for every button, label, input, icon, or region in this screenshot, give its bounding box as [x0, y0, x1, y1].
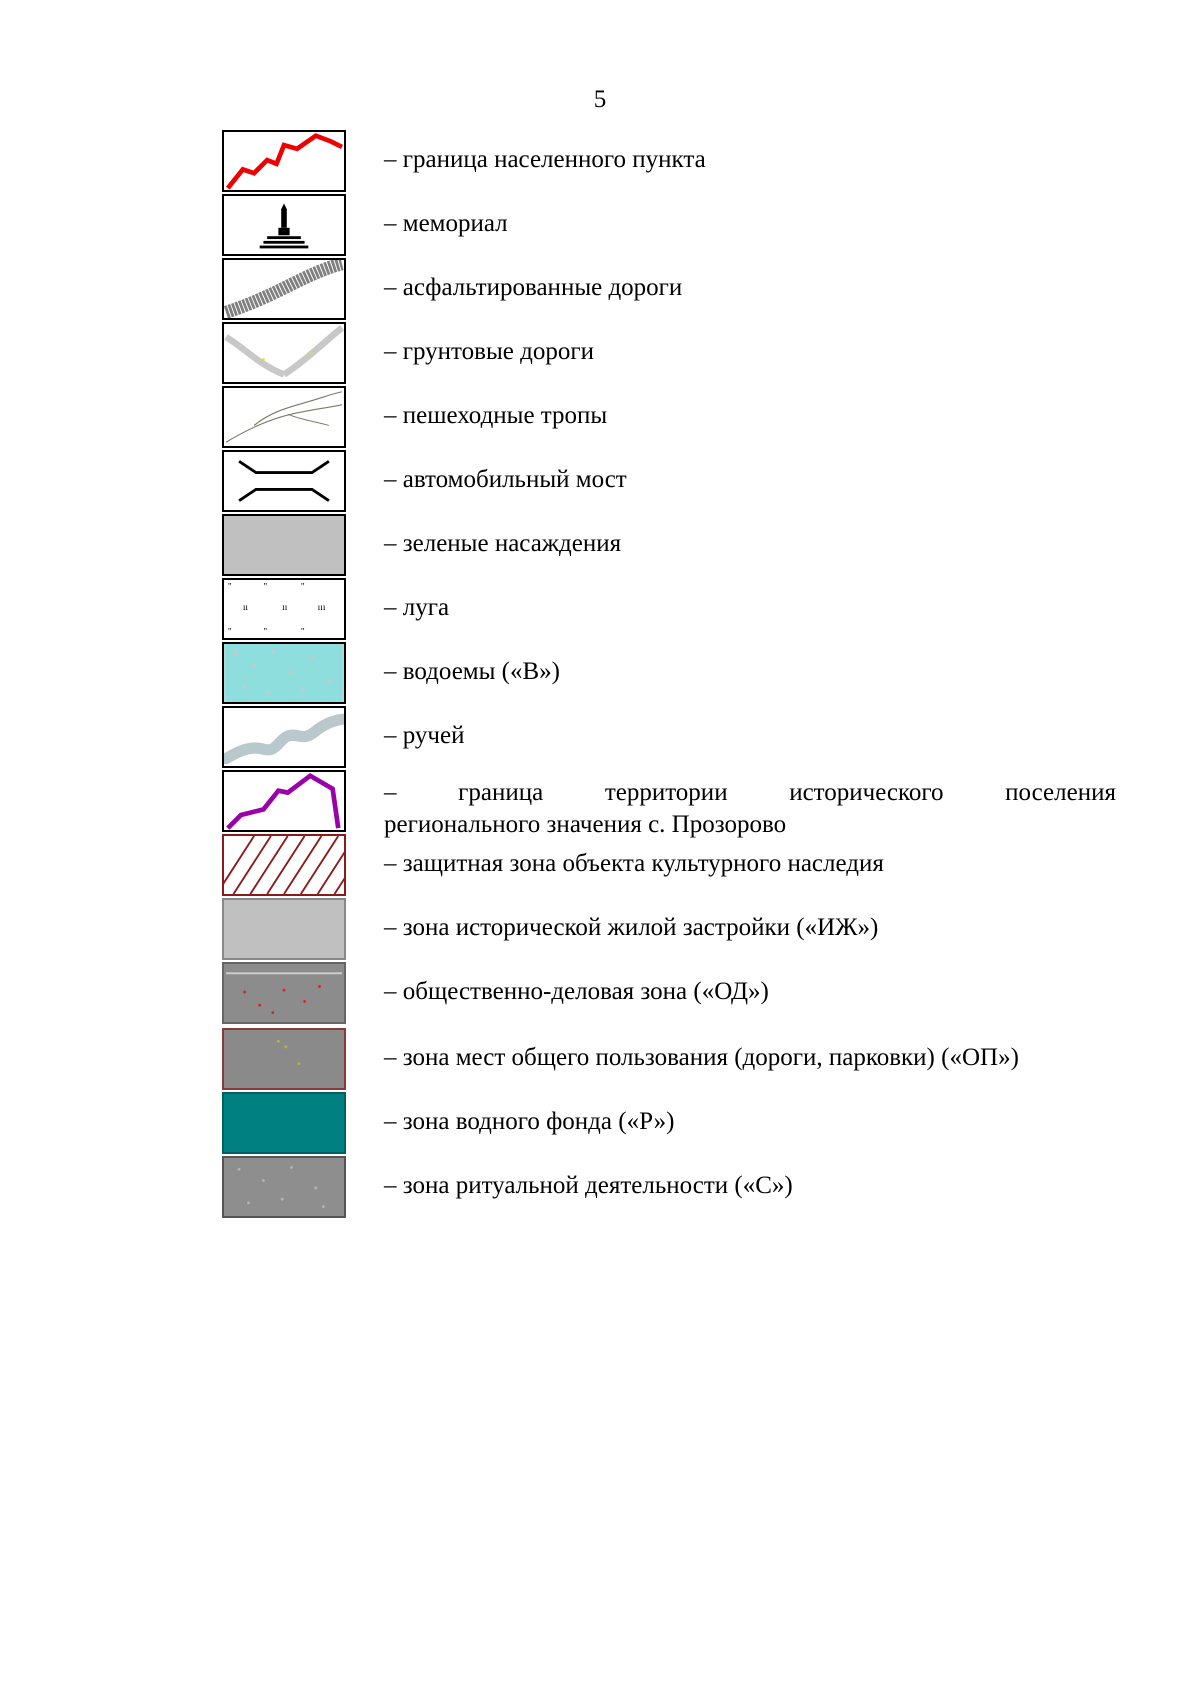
footpath-icon — [222, 386, 346, 448]
historic-settlement-boundary-icon — [222, 770, 346, 832]
public-use-zone-icon — [222, 1028, 346, 1090]
water-bodies-icon — [222, 642, 346, 704]
legend-item — [0, 770, 1200, 838]
legend-item — [0, 450, 1200, 514]
legend-item — [0, 898, 1200, 962]
legend-item — [0, 1028, 1200, 1092]
legend-label: – зона исторической жилой застройки («ИЖ») — [384, 914, 879, 941]
historic-residential-zone-icon — [222, 898, 346, 960]
settlement-boundary-icon — [222, 130, 346, 192]
legend-label: – зона ритуальной деятельности («С») — [384, 1172, 793, 1199]
svg-text:ıı: ıı — [282, 602, 288, 613]
legend-item — [0, 322, 1200, 386]
svg-text:": " — [227, 582, 232, 593]
legend-item — [0, 578, 1200, 642]
legend-item — [0, 130, 1200, 194]
legend-item — [0, 258, 1200, 322]
legend-item — [0, 706, 1200, 770]
svg-text:": " — [263, 582, 268, 593]
legend-label: – грунтовые дороги — [384, 338, 594, 365]
dirt-road-icon — [222, 322, 346, 384]
legend-label: – зона мест общего пользования (дороги, парковки) («ОП») — [384, 1044, 1019, 1071]
legend-label: – защитная зона объекта культурного наследия — [384, 850, 884, 877]
svg-text:ıı: ıı — [242, 602, 249, 613]
legend-item — [0, 834, 1200, 898]
legend-label: – пешеходные тропы — [384, 402, 608, 429]
asphalt-road-icon — [222, 258, 346, 320]
legend-label: – луга — [384, 594, 450, 621]
page-number: 5 — [593, 86, 607, 113]
legend-label: – асфальтированные дороги — [384, 274, 683, 301]
legend-label: – граница населенного пункта — [384, 146, 706, 173]
legend-label: – автомобильный мост — [384, 466, 627, 493]
svg-text:": " — [300, 627, 305, 638]
legend-item — [0, 514, 1200, 578]
heritage-protection-zone-icon — [222, 834, 346, 896]
car-bridge-icon — [222, 450, 346, 512]
stream-icon — [222, 706, 346, 768]
legend-label: – общественно-деловая зона («ОД») — [384, 978, 769, 1005]
legend-item — [0, 1156, 1200, 1220]
legend-label: – водоемы («В») — [384, 658, 560, 685]
svg-text:": " — [227, 627, 232, 638]
public-business-zone-icon — [222, 962, 346, 1024]
ritual-zone-icon — [222, 1156, 346, 1218]
memorial-icon — [222, 194, 346, 256]
legend-item — [0, 194, 1200, 258]
legend-label: – зона водного фонда («Р») — [384, 1108, 675, 1135]
green-plantings-icon — [222, 514, 346, 576]
meadow-icon — [222, 578, 346, 640]
svg-text:": " — [300, 582, 305, 593]
legend-label: – мемориал — [384, 210, 508, 237]
svg-text:ııı: ııı — [317, 602, 326, 613]
legend-item — [0, 1092, 1200, 1156]
legend-label: – ручей — [384, 722, 465, 749]
svg-text:": " — [263, 627, 268, 638]
legend-item — [0, 962, 1200, 1026]
legend-item — [0, 642, 1200, 706]
legend-label: – граница территории исторического поселения регионального значения с. Прозорово — [384, 779, 1116, 838]
water-fund-zone-icon — [222, 1092, 346, 1154]
legend-item — [0, 386, 1200, 450]
legend-label: – зеленые насаждения — [384, 530, 622, 557]
